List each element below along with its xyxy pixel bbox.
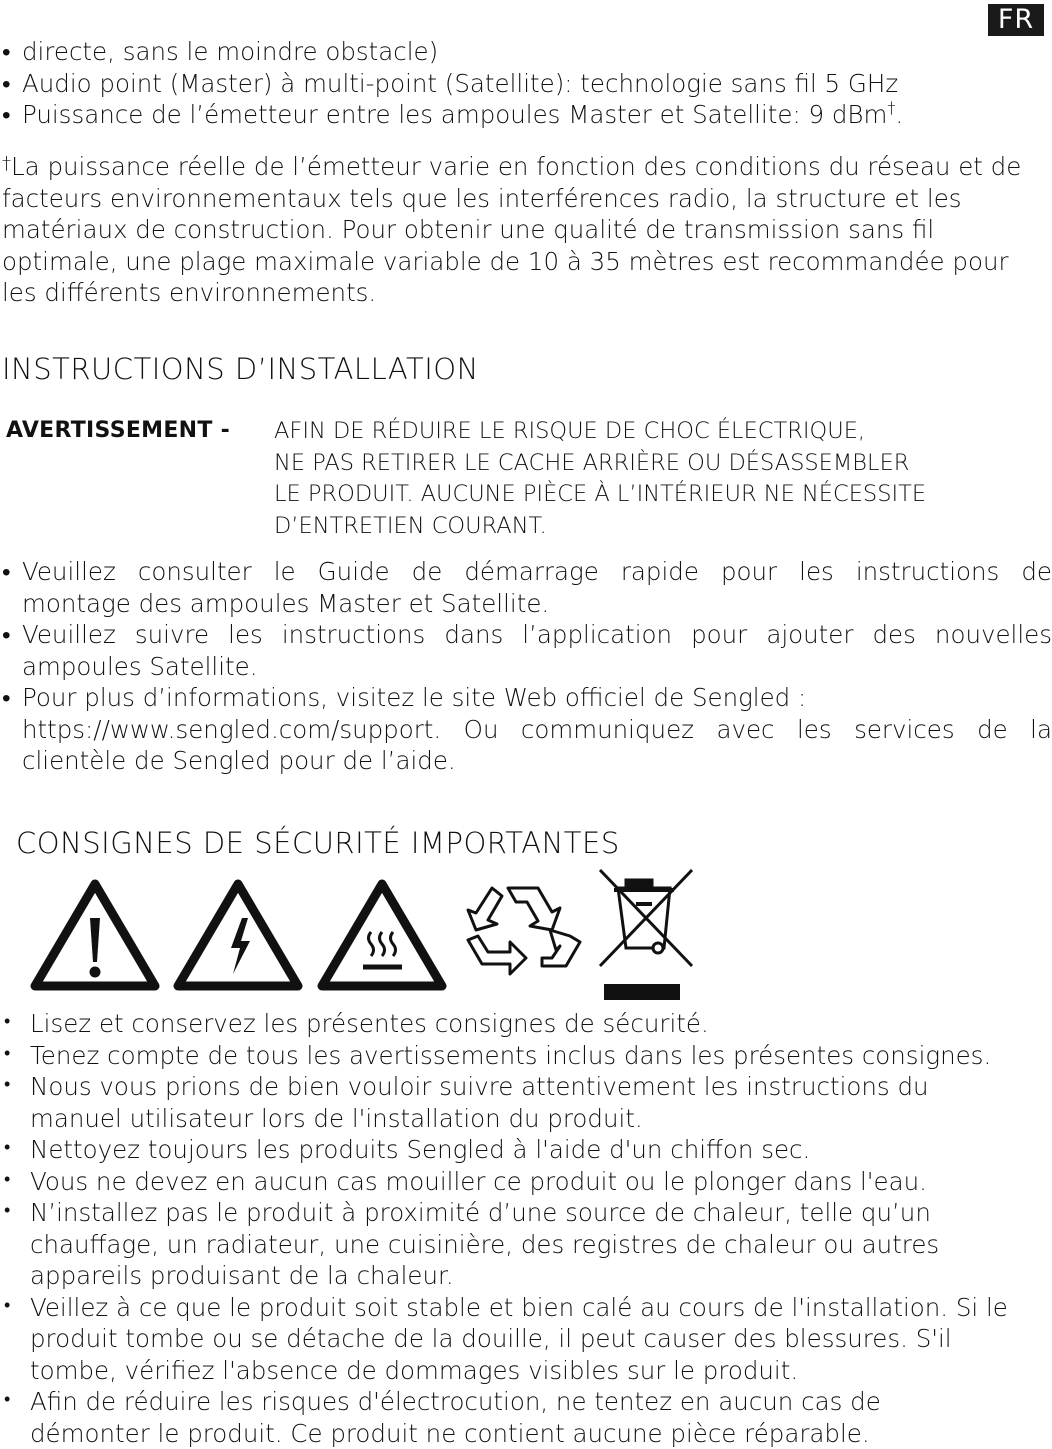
dagger-mark: † [2,153,11,174]
installation-item [0,682,1052,777]
spec-period: . [895,100,904,129]
warning-triangle-icon [35,884,155,986]
safety-item [0,1134,1050,1166]
spec-item [0,36,1000,68]
dagger-mark: † [887,98,896,117]
safety-text: Nettoyez toujours les produits Sengled à l'aide d'un chiffon sec. [30,1135,811,1164]
safety-text: Tenez compte de tous les avertissements inclus dans les présentes consignes. [30,1040,992,1070]
support-link-line: https://www.sengled.com/support. Ou communiquez avec les services de la [22,714,1052,744]
electric-shock-icon [178,884,298,986]
spec-text: directe, sans le moindre obstacle) [22,37,439,66]
warning-line: D’ENTRETIEN COURANT. [274,512,547,539]
safety-item [0,1040,1050,1072]
warning-line: NE PAS RETIRER LE CACHE ARRIÈRE OU DÉSASSEMBLER [274,449,910,476]
safety-list [0,1008,1050,1449]
warning-message [274,416,1034,542]
spec-item [0,99,1000,131]
installation-text: • Veuillez suivre les instructions dans l’application pour ajouter des nouvelles [22,620,1052,649]
crossed-out-bin-icon [600,870,692,1000]
safety-symbols [30,866,700,1006]
warning-line: AFIN DE RÉDUIRE LE RISQUE DE CHOC ÉLECTRIQUE, [274,418,866,444]
safety-text: Veillez à ce que le produit soit stable et bien calé au cours de l'installation. Si le produit tombe ou se détache de la douille, il peut causer des blessures. S'il tombe, vérifiez l'absence de dommages visibles sur le produit. [30,1292,1008,1385]
installation-list [0,556,1052,777]
safety-text: N’installez pas le produit à proximité d’une source de chaleur, telle qu’un chauffage, un radiateur, une cuisinière, des registres de chaleur ou autres appareils produisant de la chaleur. [30,1198,940,1290]
safety-item [0,1292,1050,1387]
safety-item [0,1166,1050,1198]
footnote [2,148,1050,309]
spec-text: Puissance de l’émetteur entre les ampoules Master et Satellite: 9 dBm [22,100,888,129]
safety-heading: CONSIGNES DE SÉCURITÉ IMPORTANTES [16,826,620,860]
safety-item [0,1386,1050,1449]
installation-text: montage des ampoules Master et Satellite. [22,588,550,618]
hot-surface-icon [322,884,442,986]
spec-text: Audio point (Master) à multi-point (Satellite): technologie sans fil 5 GHz [22,68,899,98]
warning-label: AVERTISSEMENT - [6,418,231,443]
safety-text: Lisez et conservez les présentes consignes de sécurité. [30,1009,709,1038]
language-badge: FR [988,4,1044,36]
spec-item [0,68,1000,100]
safety-item [0,1008,1050,1040]
installation-item [0,556,1052,619]
safety-item [0,1197,1050,1292]
installation-text: ampoules Satellite. [22,651,258,681]
installation-text: clientèle de Sengled pour de l’aide. [22,746,456,775]
warning-line: LE PRODUIT. AUCUNE PIÈCE À L’INTÉRIEUR NE NÉCESSITE [274,481,927,507]
installation-heading: INSTRUCTIONS D’INSTALLATION [2,352,479,386]
safety-item [0,1071,1050,1134]
safety-text: Afin de réduire les risques d'électrocution, ne tentez en aucun cas de démonter le produit. Ce produit ne contient aucune pièce réparable. [30,1387,881,1448]
installation-item [0,619,1052,682]
installation-text: • Veuillez consulter le Guide de démarrage rapide pour les instructions de [22,557,1052,586]
safety-text: Vous ne devez en aucun cas mouiller ce produit ou le plonger dans l'eau. [30,1166,927,1196]
footnote-text: La puissance réelle de l’émetteur varie en fonction des conditions du réseau et de facteurs environnementaux tels que les interférences radio, la structure et les matériaux de construction. Pour obtenir une qualité de transmission sans fil optimale, une plage maximale variable de 10 à 35 mètres est recommandée pour les différents environnements. [2,152,1022,307]
recycle-icon [468,888,580,974]
installation-text: • Pour plus d’informations, visitez le site Web officiel de Sengled : [22,683,807,712]
spec-list [0,36,1000,131]
safety-text: Nous vous prions de bien vouloir suivre attentivement les instructions du manuel utilisateur lors de l'installation du produit. [30,1072,929,1133]
